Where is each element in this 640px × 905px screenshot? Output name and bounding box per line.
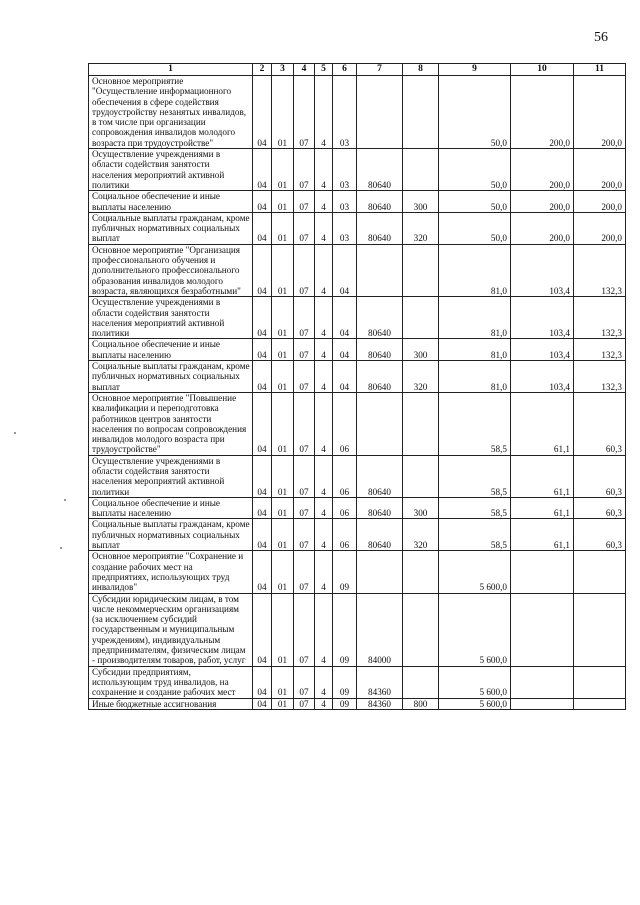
code-cell: 01 — [272, 149, 294, 191]
code-cell: 07 — [294, 149, 315, 191]
row-name: Основное мероприятие "Организация профессионального обучения и дополнительного профессионального образования инвалидов молодого возраста, являющихся безработными" — [89, 244, 253, 296]
code-cell: 4 — [315, 497, 333, 519]
code-cell: 07 — [294, 698, 315, 709]
code-cell: 04 — [253, 76, 272, 149]
code-cell: 01 — [272, 361, 294, 393]
code-cell — [403, 76, 439, 149]
column-header: 10 — [511, 64, 574, 76]
amount-cell: 132,3 — [574, 244, 626, 296]
row-name: Социальные выплаты гражданам, кроме публичных нормативных социальных выплат — [89, 519, 253, 551]
row-name: Социальное обеспечение и иные выплаты населению — [89, 339, 253, 361]
amount-cell — [574, 666, 626, 698]
amount-cell: 200,0 — [574, 76, 626, 149]
amount-cell: 200,0 — [574, 149, 626, 191]
table-row — [89, 339, 626, 361]
code-cell: 80640 — [357, 455, 403, 497]
code-cell: 04 — [253, 392, 272, 455]
code-cell: 04 — [253, 593, 272, 666]
code-cell — [357, 76, 403, 149]
table-header — [89, 64, 626, 76]
code-cell: 04 — [333, 361, 357, 393]
code-cell: 07 — [294, 339, 315, 361]
code-cell: 01 — [272, 551, 294, 593]
column-header: 6 — [333, 64, 357, 76]
table-row — [89, 497, 626, 519]
code-cell: 4 — [315, 666, 333, 698]
scan-speck — [14, 432, 16, 434]
table-row — [89, 455, 626, 497]
code-cell: 07 — [294, 551, 315, 593]
amount-cell: 103,4 — [511, 297, 574, 339]
code-cell: 01 — [272, 297, 294, 339]
code-cell: 4 — [315, 361, 333, 393]
code-cell: 4 — [315, 455, 333, 497]
column-header: 1 — [89, 64, 253, 76]
code-cell: 09 — [333, 593, 357, 666]
code-cell: 320 — [403, 361, 439, 393]
amount-cell: 81,0 — [439, 361, 511, 393]
code-cell: 04 — [253, 551, 272, 593]
code-cell — [403, 244, 439, 296]
amount-cell — [574, 551, 626, 593]
amount-cell: 50,0 — [439, 191, 511, 213]
code-cell: 04 — [333, 297, 357, 339]
amount-cell — [511, 666, 574, 698]
code-cell: 80640 — [357, 297, 403, 339]
code-cell: 04 — [253, 339, 272, 361]
code-cell: 01 — [272, 244, 294, 296]
amount-cell: 132,3 — [574, 361, 626, 393]
amount-cell: 50,0 — [439, 76, 511, 149]
code-cell: 06 — [333, 455, 357, 497]
code-cell: 84360 — [357, 698, 403, 709]
amount-cell: 200,0 — [574, 191, 626, 213]
amount-cell: 103,4 — [511, 361, 574, 393]
amount-cell: 50,0 — [439, 212, 511, 244]
code-cell: 01 — [272, 698, 294, 709]
amount-cell — [511, 551, 574, 593]
code-cell: 4 — [315, 519, 333, 551]
code-cell: 04 — [253, 698, 272, 709]
table-row — [89, 149, 626, 191]
code-cell: 04 — [253, 244, 272, 296]
budget-table — [88, 63, 626, 710]
table-row — [89, 297, 626, 339]
amount-cell: 200,0 — [511, 76, 574, 149]
code-cell — [403, 149, 439, 191]
table-row — [89, 698, 626, 709]
code-cell: 04 — [253, 297, 272, 339]
amount-cell: 50,0 — [439, 149, 511, 191]
code-cell — [357, 392, 403, 455]
code-cell: 07 — [294, 361, 315, 393]
amount-cell: 5 600,0 — [439, 698, 511, 709]
code-cell: 01 — [272, 392, 294, 455]
amount-cell: 81,0 — [439, 339, 511, 361]
table-row — [89, 212, 626, 244]
code-cell: 04 — [253, 361, 272, 393]
code-cell: 4 — [315, 76, 333, 149]
code-cell: 4 — [315, 593, 333, 666]
code-cell: 06 — [333, 497, 357, 519]
code-cell: 04 — [253, 497, 272, 519]
code-cell: 04 — [253, 519, 272, 551]
code-cell: 07 — [294, 666, 315, 698]
code-cell: 07 — [294, 497, 315, 519]
code-cell: 01 — [272, 455, 294, 497]
code-cell — [403, 593, 439, 666]
code-cell: 01 — [272, 666, 294, 698]
code-cell: 84000 — [357, 593, 403, 666]
code-cell: 07 — [294, 392, 315, 455]
code-cell: 07 — [294, 593, 315, 666]
code-cell: 09 — [333, 666, 357, 698]
row-name: Субсидии предприятиям, использующим труд инвалидов, на сохранение и создание рабочих мест — [89, 666, 253, 698]
code-cell: 07 — [294, 297, 315, 339]
code-cell: 09 — [333, 698, 357, 709]
amount-cell: 200,0 — [511, 149, 574, 191]
code-cell: 84360 — [357, 666, 403, 698]
code-cell: 80640 — [357, 497, 403, 519]
column-header: 3 — [272, 64, 294, 76]
code-cell: 01 — [272, 191, 294, 213]
amount-cell: 81,0 — [439, 244, 511, 296]
amount-cell: 132,3 — [574, 297, 626, 339]
page-number: 56 — [594, 30, 608, 45]
code-cell: 03 — [333, 149, 357, 191]
code-cell: 01 — [272, 339, 294, 361]
amount-cell: 5 600,0 — [439, 666, 511, 698]
code-cell: 07 — [294, 455, 315, 497]
table-row — [89, 244, 626, 296]
code-cell: 4 — [315, 339, 333, 361]
header-row — [89, 64, 626, 76]
amount-cell: 61,1 — [511, 497, 574, 519]
table-row — [89, 191, 626, 213]
code-cell: 4 — [315, 191, 333, 213]
table-row — [89, 593, 626, 666]
code-cell: 320 — [403, 212, 439, 244]
table-row — [89, 666, 626, 698]
code-cell: 80640 — [357, 519, 403, 551]
row-name: Социальные выплаты гражданам, кроме публичных нормативных социальных выплат — [89, 212, 253, 244]
code-cell: 800 — [403, 698, 439, 709]
amount-cell: 60,3 — [574, 519, 626, 551]
code-cell — [403, 297, 439, 339]
row-name: Социальное обеспечение и иные выплаты населению — [89, 497, 253, 519]
code-cell: 07 — [294, 519, 315, 551]
code-cell: 03 — [333, 212, 357, 244]
table-row — [89, 392, 626, 455]
row-name: Осуществление учреждениями в области содействия занятости населения мероприятий активной политики — [89, 297, 253, 339]
table-body — [89, 76, 626, 710]
amount-cell: 200,0 — [574, 212, 626, 244]
code-cell: 04 — [253, 455, 272, 497]
amount-cell: 61,1 — [511, 455, 574, 497]
code-cell: 01 — [272, 212, 294, 244]
table-row — [89, 551, 626, 593]
row-name: Иные бюджетные ассигнования — [89, 698, 253, 709]
code-cell: 4 — [315, 244, 333, 296]
code-cell: 01 — [272, 519, 294, 551]
row-name: Осуществление учреждениями в области содействия занятости населения мероприятий активной политики — [89, 455, 253, 497]
row-name: Социальные выплаты гражданам, кроме публичных нормативных социальных выплат — [89, 361, 253, 393]
code-cell — [357, 244, 403, 296]
code-cell: 80640 — [357, 361, 403, 393]
code-cell: 04 — [333, 339, 357, 361]
code-cell — [403, 392, 439, 455]
amount-cell: 200,0 — [511, 212, 574, 244]
amount-cell — [574, 593, 626, 666]
column-header: 9 — [439, 64, 511, 76]
code-cell: 300 — [403, 191, 439, 213]
row-name: Основное мероприятие "Осуществление информационного обеспечения в сфере содействия трудоустройству незанятых инвалидов, в том числе при организации сопровождения инвалидов молодого возраста при трудоустройстве" — [89, 76, 253, 149]
amount-cell: 103,4 — [511, 244, 574, 296]
code-cell: 4 — [315, 551, 333, 593]
amount-cell: 60,3 — [574, 392, 626, 455]
amount-cell: 200,0 — [511, 191, 574, 213]
code-cell: 03 — [333, 191, 357, 213]
code-cell: 06 — [333, 392, 357, 455]
amount-cell: 58,5 — [439, 497, 511, 519]
code-cell — [403, 666, 439, 698]
row-name: Основное мероприятие "Сохранение и создание рабочих мест на предприятиях, использующих труд инвалидов" — [89, 551, 253, 593]
amount-cell — [511, 698, 574, 709]
amount-cell: 61,1 — [511, 392, 574, 455]
code-cell: 4 — [315, 392, 333, 455]
amount-cell — [574, 698, 626, 709]
row-name: Осуществление учреждениями в области содействия занятости населения мероприятий активной политики — [89, 149, 253, 191]
table-row — [89, 519, 626, 551]
code-cell: 300 — [403, 339, 439, 361]
code-cell — [357, 551, 403, 593]
column-header: 5 — [315, 64, 333, 76]
code-cell: 300 — [403, 497, 439, 519]
row-name: Социальное обеспечение и иные выплаты населению — [89, 191, 253, 213]
column-header: 2 — [253, 64, 272, 76]
code-cell: 04 — [253, 191, 272, 213]
amount-cell: 60,3 — [574, 455, 626, 497]
code-cell: 07 — [294, 76, 315, 149]
code-cell: 04 — [253, 149, 272, 191]
code-cell: 01 — [272, 593, 294, 666]
code-cell: 04 — [253, 212, 272, 244]
code-cell: 4 — [315, 297, 333, 339]
code-cell: 80640 — [357, 212, 403, 244]
amount-cell: 58,5 — [439, 455, 511, 497]
code-cell: 04 — [333, 244, 357, 296]
code-cell: 80640 — [357, 339, 403, 361]
table-row — [89, 361, 626, 393]
amount-cell: 81,0 — [439, 297, 511, 339]
amount-cell: 103,4 — [511, 339, 574, 361]
code-cell — [403, 455, 439, 497]
code-cell: 01 — [272, 76, 294, 149]
code-cell: 06 — [333, 519, 357, 551]
column-header: 11 — [574, 64, 626, 76]
amount-cell: 5 600,0 — [439, 551, 511, 593]
column-header: 8 — [403, 64, 439, 76]
amount-cell: 61,1 — [511, 519, 574, 551]
code-cell: 01 — [272, 497, 294, 519]
amount-cell: 58,5 — [439, 519, 511, 551]
code-cell: 320 — [403, 519, 439, 551]
code-cell: 09 — [333, 551, 357, 593]
code-cell: 4 — [315, 698, 333, 709]
amount-cell — [511, 593, 574, 666]
code-cell: 03 — [333, 76, 357, 149]
row-name: Субсидии юридическим лицам, в том числе некоммерческим организациям (за исключением субсидий государственным и муниципальным учреждениям), индивидуальным предпринимателям, физическим лицам - производителям товаров, работ, услуг — [89, 593, 253, 666]
column-header: 4 — [294, 64, 315, 76]
code-cell: 07 — [294, 244, 315, 296]
amount-cell: 5 600,0 — [439, 593, 511, 666]
amount-cell: 132,3 — [574, 339, 626, 361]
code-cell: 07 — [294, 191, 315, 213]
amount-cell: 58,5 — [439, 392, 511, 455]
code-cell: 07 — [294, 212, 315, 244]
column-header: 7 — [357, 64, 403, 76]
code-cell: 04 — [253, 666, 272, 698]
code-cell: 4 — [315, 149, 333, 191]
code-cell: 4 — [315, 212, 333, 244]
table-row — [89, 76, 626, 149]
scan-speck — [64, 499, 66, 501]
code-cell — [403, 551, 439, 593]
row-name: Основное мероприятие "Повышение квалификации и переподготовка работников центров занятости населения по вопросам сопровождения инвалидов молодого возраста при трудоустройстве" — [89, 392, 253, 455]
scan-speck — [60, 547, 62, 549]
code-cell: 80640 — [357, 191, 403, 213]
code-cell: 80640 — [357, 149, 403, 191]
amount-cell: 60,3 — [574, 497, 626, 519]
